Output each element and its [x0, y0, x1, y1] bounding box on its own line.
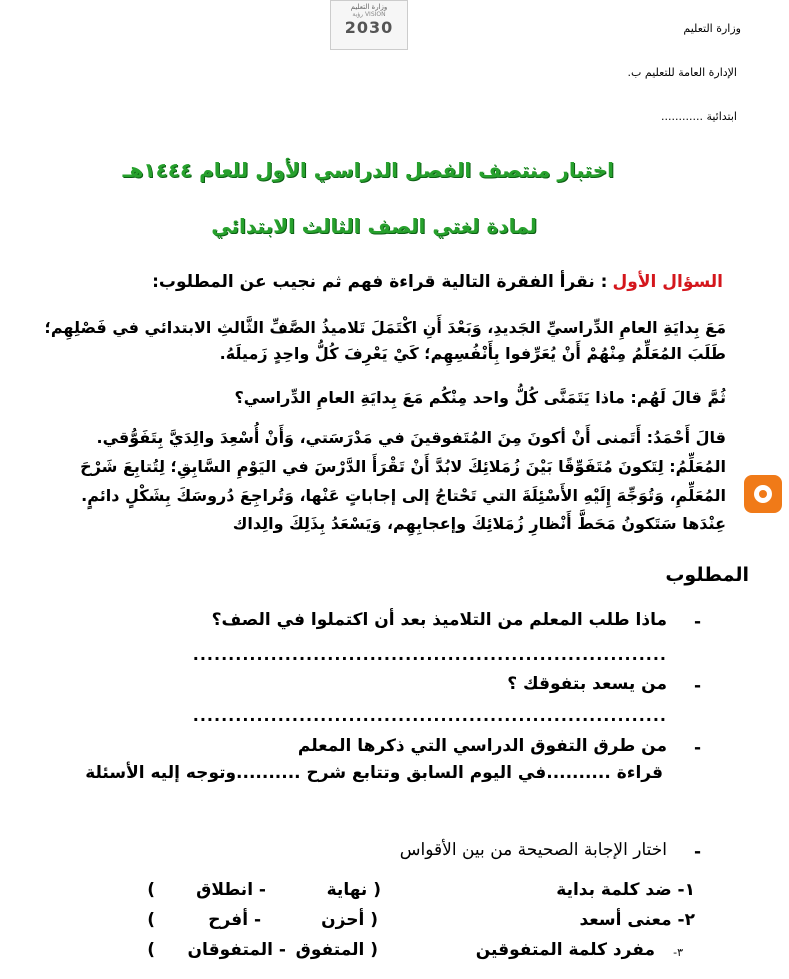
mc-number-3: ٣-: [673, 946, 683, 959]
subject-title: لمادة لغتي الصف الثالث الابتدائي: [211, 214, 537, 238]
mc-question-3: مفرد كلمة المتفوقين: [475, 940, 655, 960]
mc-option-1a: ( نهاية: [326, 880, 381, 900]
answer-line-1: ...................................................................: [192, 645, 667, 664]
mc-close-paren: ): [147, 880, 155, 900]
question-one-instruction: : نقرأ الفقرة التالية قراءة فهم ثم نجيب عن المطلوب:: [152, 272, 608, 292]
question-one-label: السؤال الأول: [612, 272, 723, 292]
question-dash: -: [693, 738, 701, 758]
passage-line: مَعَ بِدايَةِ العامِ الدِّراسيِّ الجَديدِ، وَبَعْدَ أَنِ اكْتَمَلَ تَلاميذُ الصَّفِّ الثَّالثِ الابتدائي في فَصْلِهِم؛: [44, 318, 726, 337]
required-question-1: ماذا طلب المعلم من التلاميذ بعد أن اكتملوا في الصف؟: [211, 610, 667, 630]
logo-vision-text: VISION رؤية: [352, 11, 386, 18]
logo-year: 2030: [344, 18, 394, 37]
mc-close-paren: ): [147, 910, 155, 930]
choose-instruction: اختار الإجابة الصحيحة من بين الأقواس: [399, 840, 667, 860]
passage-line: قالَ أَحْمَدُ: أَتَمنى أَنْ أكونَ مِنَ المُتَفوقينَ في مَدْرَسَتي، وَأَنْ أُسْعِدَ والِدَيَّ بِتَفَوُّقي.: [96, 428, 726, 447]
exam-title: اختبار منتصف الفصل الدراسي الأول للعام ١٤٤٤هـ: [122, 158, 614, 182]
camera-icon[interactable]: [744, 475, 782, 513]
required-question-3: من طرق التفوق الدراسي التي ذكرها المعلم: [297, 736, 667, 756]
mc-question-1: ١- ضد كلمة بداية: [556, 880, 695, 900]
mc-question-2: ٢- معنى أسعد: [579, 910, 695, 930]
administration-name: الإدارة العامة للتعليم ب.: [627, 66, 737, 79]
passage-line: المُعَلِّمِ، وَتُوَجِّهَ إِلَيْهِ الأَسْئِلَةَ التي تَحْتاجُ إلى إجاباتٍ عَنْها، وَتُراجِعَ دُروسَكَ بِشَكْلٍ دائمٍ.: [81, 486, 726, 505]
mc-close-paren: ): [147, 940, 155, 960]
passage-line: طَلَبَ المُعَلِّمُ مِنْهُمْ أَنْ يُعَرِّفوا بِأَنْفُسِهِم؛ كَيْ يَعْرِفَ كُلُّ واحِدٍ زَميلَهُ.: [219, 344, 726, 363]
question-dash: -: [693, 676, 701, 696]
school-name: ابتدائية ............: [660, 110, 737, 123]
required-question-3-fill: قراءة ..........في اليوم السابق وتتابع شرح ..........وتوجه إليه الأسئلة: [85, 763, 663, 783]
question-dash: -: [693, 842, 701, 862]
ministry-logo: [330, 0, 408, 50]
logo-ministry-text: وزارة التعليم: [350, 3, 388, 11]
mc-option-3a: ( المتفوق: [295, 940, 378, 960]
question-dash: -: [693, 612, 701, 632]
answer-line-2: ...................................................................: [192, 706, 667, 725]
required-heading: المطلوب: [665, 564, 749, 586]
mc-option-2a: ( أحزن: [321, 910, 378, 930]
mc-option-1b: - انطلاق: [196, 880, 266, 900]
question-one-heading: [152, 272, 723, 292]
required-question-2: من يسعد بتفوقك ؟: [507, 674, 667, 694]
mc-option-2b: - أفرح: [208, 910, 261, 930]
ministry-name: وزارة التعليم: [683, 22, 741, 35]
passage-line: ثُمَّ قالَ لَهُم: ماذا يَتَمَنَّى كُلُّ واحد مِنْكُم مَعَ بِدايَةِ العامِ الدِّراسي؟: [234, 388, 726, 407]
passage-line: المُعَلِّمُ: لِتَكونَ مُتَفَوِّقًا بَيْنَ زُمَلائِكَ لابُدَّ أَنْ تَقْرَأَ الدَّرْسَ في اليَوْمِ السَّابِقِ؛ لِتُتابِعَ شَرْحَ: [80, 457, 726, 476]
mc-option-3b: - المتفوقان: [187, 940, 286, 960]
passage-line: عِنْدَها سَتَكونُ مَحَطَّ أَنْظارِ زُمَلائِكَ وإعجابِهِم، وَيَسْعَدُ بِذَلِكَ والِداك: [232, 514, 726, 533]
